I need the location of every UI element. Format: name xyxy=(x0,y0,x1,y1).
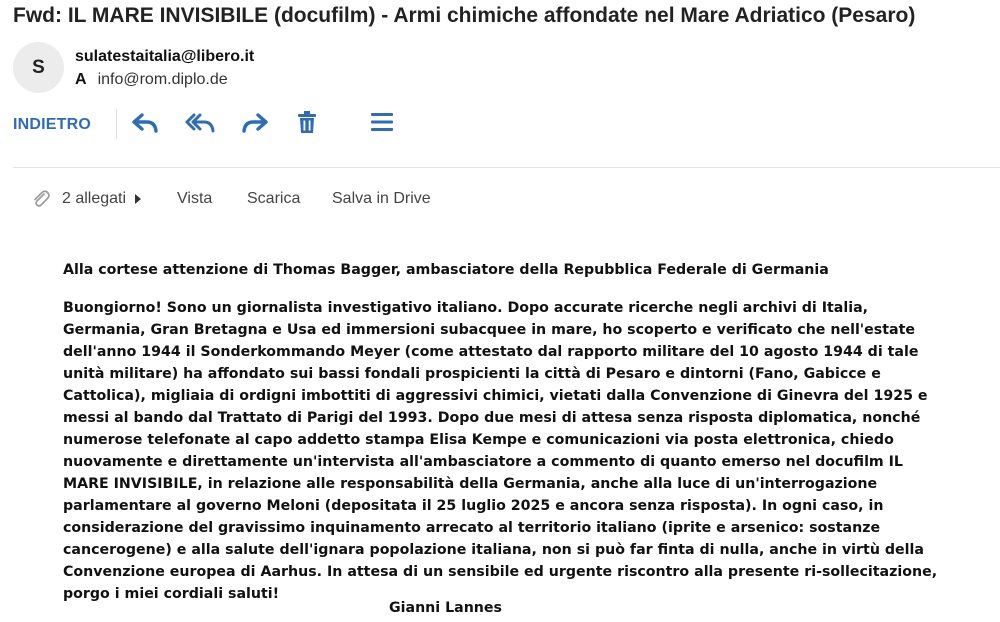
sender-address[interactable]: sulatestaitalia@libero.it xyxy=(75,48,255,65)
paperclip-icon xyxy=(31,189,51,209)
forward-icon[interactable] xyxy=(240,107,270,137)
message-body: Buongiorno! Sono un giornalista investigativo italiano. Dopo accurate ricerche negli archivi di Italia, Germania, Gran Bretagna e Usa ed immersioni subacquee in mare, ho scoperto e verificato che nell'estate dell'anno 1944 il Sonderkommando Meyer (come attestato dal rapporto militare del 10 agosto 1944 di tale unità militare) ha affondato sui bassi fondali prospicienti la città di Pesaro e dintorni (Fano, Gabicce e Cattolica), migliaia di ordigni imbottiti di aggressivi chimici, vietati dalla Convenzione di Ginevra del 1925 e messi al bando dal Trattato di Parigi del 1993. Dopo due mesi di attesa senza risposta diplomatica, nonché numerose telefonate al capo addetto stampa Elisa Kempe e comunicazioni via posta elettronica, chiedo nuovamente e direttamente un'intervista all'ambasciatore a commento di quanto emerso nel docufilm IL MARE INVISIBILE, in relazione alle responsabilità della Germania, anche alla luce di un'interrogazione parlamentare al governo Meloni (depositata il 25 luglio 2025 e ancora senza risposta). In ogni caso, in considerazione del gravissimo inquinamento arrecato al territorio italiano (iprite e arsenico: sostanze cancerogene) e alla salute dell'ignara popolazione italiana, non si può far finta di nulla, anche in virtù della Convenzione europea di Aarhus. In attesa di un sensibile ed urgente riscontro alla presente ri-sollecitazione, porgo i miei cordiali saluti! xyxy=(63,300,938,602)
reply-icon[interactable] xyxy=(130,107,160,137)
menu-icon[interactable] xyxy=(367,107,397,137)
attachments-toggle[interactable] xyxy=(62,190,141,208)
recipient-address[interactable]: info@rom.diplo.de xyxy=(97,71,228,88)
view-attachments-link[interactable]: Vista xyxy=(177,190,213,207)
message-signature: Gianni Lannes xyxy=(389,600,502,616)
trash-icon[interactable] xyxy=(292,107,322,137)
message-toolbar xyxy=(0,100,1000,146)
message-salutation: Alla cortese attenzione di Thomas Bagger, ambasciatore della Repubblica Federale di Germania xyxy=(63,262,829,278)
recipient-row xyxy=(75,71,228,89)
email-subject: Fwd: IL MARE INVISIBILE (docufilm) - Armi chimiche affondate nel Mare Adriatico (Pesaro) xyxy=(13,4,916,27)
toolbar-divider xyxy=(116,109,117,139)
header-divider xyxy=(13,167,1000,168)
back-button[interactable]: INDIETRO xyxy=(13,116,92,133)
to-label: A xyxy=(75,71,87,88)
attachments-bar xyxy=(0,186,1000,214)
reply-all-icon[interactable] xyxy=(185,107,215,137)
save-to-drive-link[interactable]: Salva in Drive xyxy=(332,190,431,207)
download-attachments-link[interactable]: Scarica xyxy=(247,190,301,207)
attachments-count: 2 allegati xyxy=(62,190,127,207)
caret-right-icon xyxy=(135,194,141,204)
avatar: S xyxy=(13,42,64,93)
